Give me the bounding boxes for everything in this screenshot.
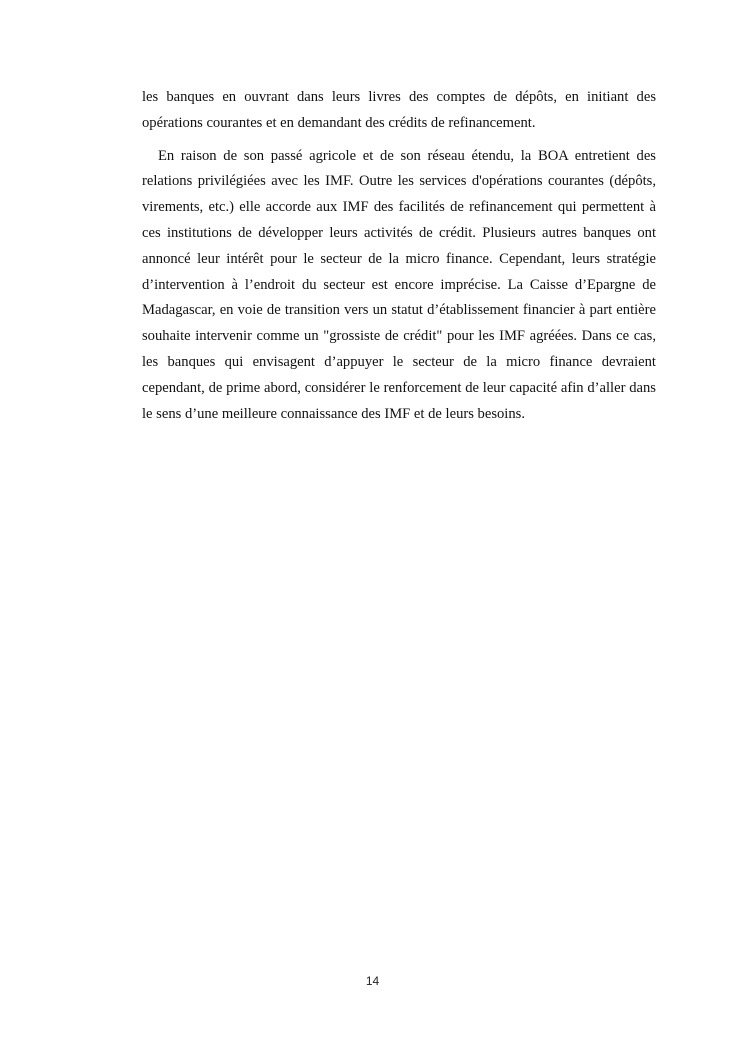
body-text xyxy=(142,85,656,427)
paragraph-boa-relations: En raison de son passé agricole et de son réseau étendu, la BOA entretient des relations privilégiées avec les IMF. Outre les services d'opérations courantes (dépôts, virements, etc.) elle accorde aux IMF des facilités de refinancement qui permettent à ces institutions de développer leurs activités de crédit. Plusieurs autres banques ont annoncé leur intérêt pour le secteur de la micro finance. Cependant, leurs stratégie d’intervention à l’endroit du secteur est encore imprécise. La Caisse d’Epargne de Madagascar, en voie de transition vers un statut d’établissement financier à part entière souhaite intervenir comme un "grossiste de crédit" pour les IMF agréées. Dans ce cas, les banques qui envisagent d’appuyer le secteur de la micro finance devraient cependant, de prime abord, considérer le renforcement de leur capacité afin d’aller dans le sens d’une meilleure connaissance des IMF et de leurs besoins. xyxy=(142,147,656,422)
page-number: 14 xyxy=(365,974,380,988)
paragraph-continued: les banques en ouvrant dans leurs livres des comptes de dépôts, en initiant des opérations courantes et en demandant des crédits de refinancement. xyxy=(142,89,656,131)
